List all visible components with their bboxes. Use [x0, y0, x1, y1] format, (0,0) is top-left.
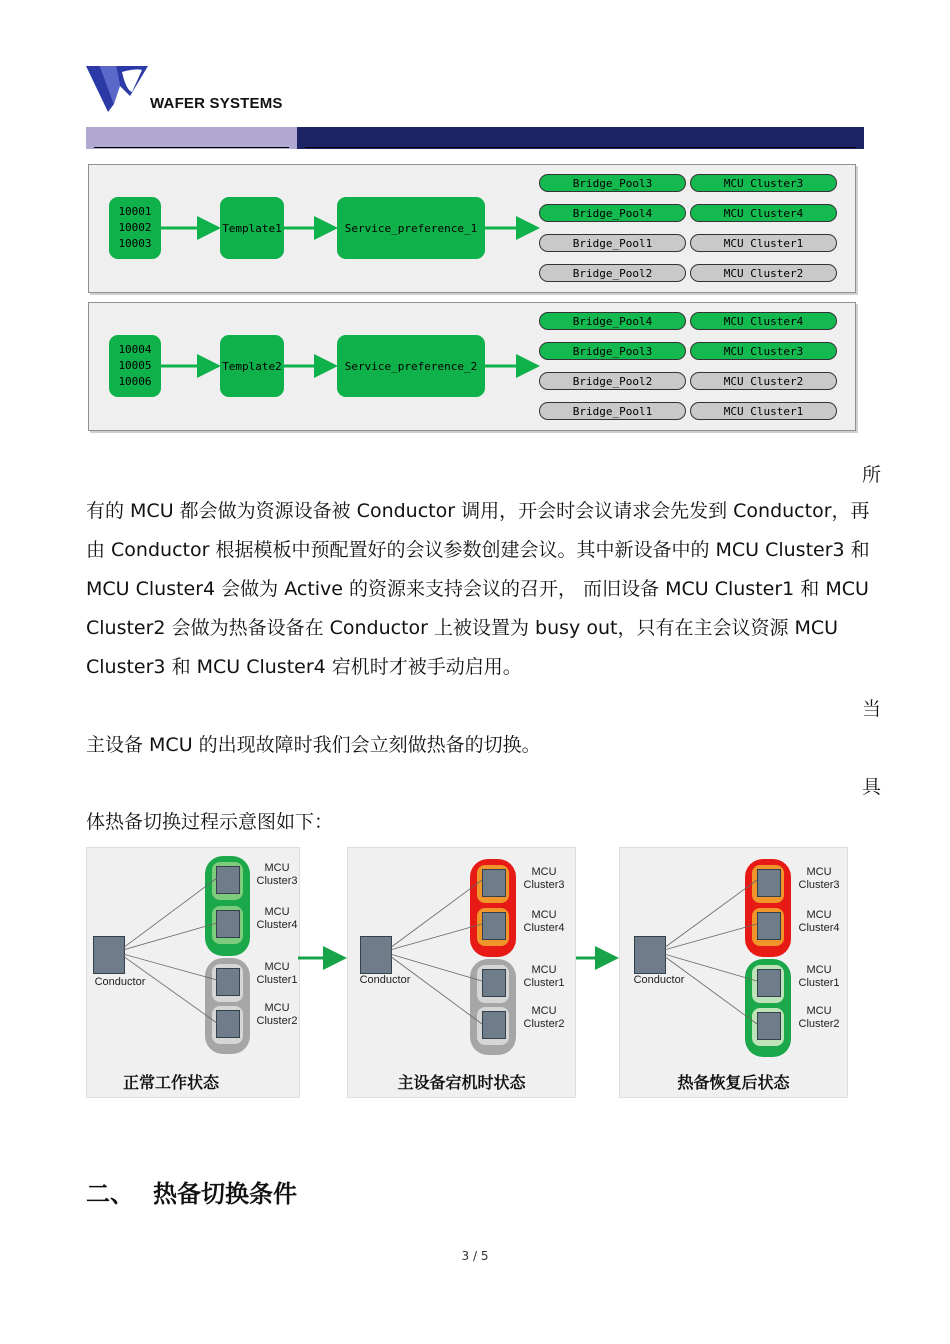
bridge-pool-pill: Bridge_Pool2 [539, 372, 686, 390]
paragraph-1-first-char: 所 [862, 464, 882, 486]
paragraph-line: Cluster2 会做为热备设备在 Conductor 上被设置为 busy out，只有在主会议资源 MCU [86, 617, 839, 639]
cluster-text: Cluster3 [523, 879, 565, 891]
paragraph-2-first-char: 当 [862, 698, 882, 720]
conductor-label: Conductor [94, 976, 146, 988]
mcu-text: MCU [806, 866, 832, 878]
paragraph-2: 主设备 MCU 的出现故障时我们会立刻做热备的切换。 [86, 734, 541, 756]
state-panel-failure [347, 847, 576, 1098]
bridge-pool-pill: Bridge_Pool3 [539, 342, 686, 360]
section-title: 热备切换条件 [153, 1180, 297, 1208]
cluster-text: Cluster1 [256, 974, 298, 986]
bridge-pool-pill: Bridge_Pool4 [539, 312, 686, 330]
conference-id: 10003 [118, 237, 152, 250]
logo-mark-icon [86, 66, 150, 112]
header-rule-left [94, 147, 289, 148]
paragraph-line: MCU Cluster4 会做为 Active 的资源来支持会议的召开， 而旧设备 MCU Cluster1 和 MCU [86, 578, 869, 600]
mcu-text: MCU [264, 961, 290, 973]
state-label: 主设备宕机时状态 [397, 1073, 526, 1092]
state-panel-recovered [619, 847, 848, 1098]
mcu-cluster-pill: MCU Cluster1 [690, 234, 837, 252]
conference-id: 10005 [118, 359, 152, 372]
paragraph-3-first-char: 具 [862, 776, 882, 798]
paragraph-3: 体热备切换过程示意图如下： [86, 811, 334, 833]
header-band-light [86, 127, 297, 149]
cluster-text: Cluster3 [256, 875, 298, 887]
cluster-text: Cluster4 [523, 922, 565, 934]
template-node: Template1 [220, 197, 284, 259]
mcu-text: MCU [264, 1002, 290, 1014]
template-node: Template2 [220, 335, 284, 397]
mcu-cluster-pill: MCU Cluster3 [690, 342, 837, 360]
flow-arrows-1 [89, 165, 855, 292]
page-number: 3 / 5 [461, 1249, 489, 1263]
conference-id: 10001 [118, 205, 152, 218]
mcu-text: MCU [531, 909, 557, 921]
cluster-text: Cluster2 [523, 1018, 565, 1030]
cluster-text: Cluster2 [798, 1018, 840, 1030]
flow-diagram-2 [88, 302, 856, 431]
mcu-cluster-pill: MCU Cluster3 [690, 174, 837, 192]
mcu-text: MCU [806, 964, 832, 976]
conference-id: 10006 [118, 375, 152, 388]
cluster-text: Cluster4 [798, 922, 840, 934]
cluster-text: Cluster4 [256, 919, 298, 931]
failover-state-diagram [86, 847, 846, 1097]
header-rule-right [305, 147, 856, 148]
cluster-text: Cluster1 [798, 977, 840, 989]
conductor-label: Conductor [359, 974, 411, 986]
bridge-pool-pill: Bridge_Pool4 [539, 204, 686, 222]
bridge-pool-pill: Bridge_Pool1 [539, 234, 686, 252]
mcu-cluster-pill: MCU Cluster4 [690, 312, 837, 330]
mcu-text: MCU [806, 909, 832, 921]
cluster-text: Cluster3 [798, 879, 840, 891]
mcu-text: MCU [531, 1005, 557, 1017]
mcu-text: MCU [264, 906, 290, 918]
state-label: 正常工作状态 [122, 1073, 219, 1092]
flow-diagram-1 [88, 164, 856, 293]
mcu-text: MCU [531, 866, 557, 878]
conference-id: 10002 [118, 221, 152, 234]
conductor-label: Conductor [633, 974, 685, 986]
flow-arrows-2 [89, 303, 855, 430]
header-band-dark [297, 127, 864, 149]
company-name: WAFER SYSTEMS [150, 95, 283, 112]
bridge-pool-pill: Bridge_Pool3 [539, 174, 686, 192]
mcu-text: MCU [806, 1005, 832, 1017]
mcu-text: MCU [264, 862, 290, 874]
section-number: 二、 [86, 1180, 134, 1208]
service-preference-node: Service_preference_1 [337, 197, 485, 259]
cluster-text: Cluster2 [256, 1015, 298, 1027]
company-logo [86, 66, 150, 112]
mcu-cluster-pill: MCU Cluster1 [690, 402, 837, 420]
service-preference-node: Service_preference_2 [337, 335, 485, 397]
bridge-pool-pill: Bridge_Pool1 [539, 402, 686, 420]
connection-lines-2 [348, 848, 575, 1097]
mcu-cluster-pill: MCU Cluster4 [690, 204, 837, 222]
mcu-text: MCU [531, 964, 557, 976]
paragraph-1 [86, 492, 876, 687]
conference-id: 10004 [118, 343, 152, 356]
bridge-pool-pill: Bridge_Pool2 [539, 264, 686, 282]
connection-lines-3 [620, 848, 847, 1097]
state-label: 热备恢复后状态 [677, 1073, 790, 1092]
mcu-cluster-pill: MCU Cluster2 [690, 264, 837, 282]
paragraph-line: 由 Conductor 根据模板中预配置好的会议参数创建会议。其中新设备中的 MCU Cluster3 和 [86, 539, 870, 561]
paragraph-line: Cluster3 和 MCU Cluster4 宕机时才被手动启用。 [86, 656, 522, 678]
mcu-cluster-pill: MCU Cluster2 [690, 372, 837, 390]
cluster-text: Cluster1 [523, 977, 565, 989]
paragraph-line: 有的 MCU 都会做为资源设备被 Conductor 调用，开会时会议请求会先发到 Conductor，再 [86, 500, 870, 522]
